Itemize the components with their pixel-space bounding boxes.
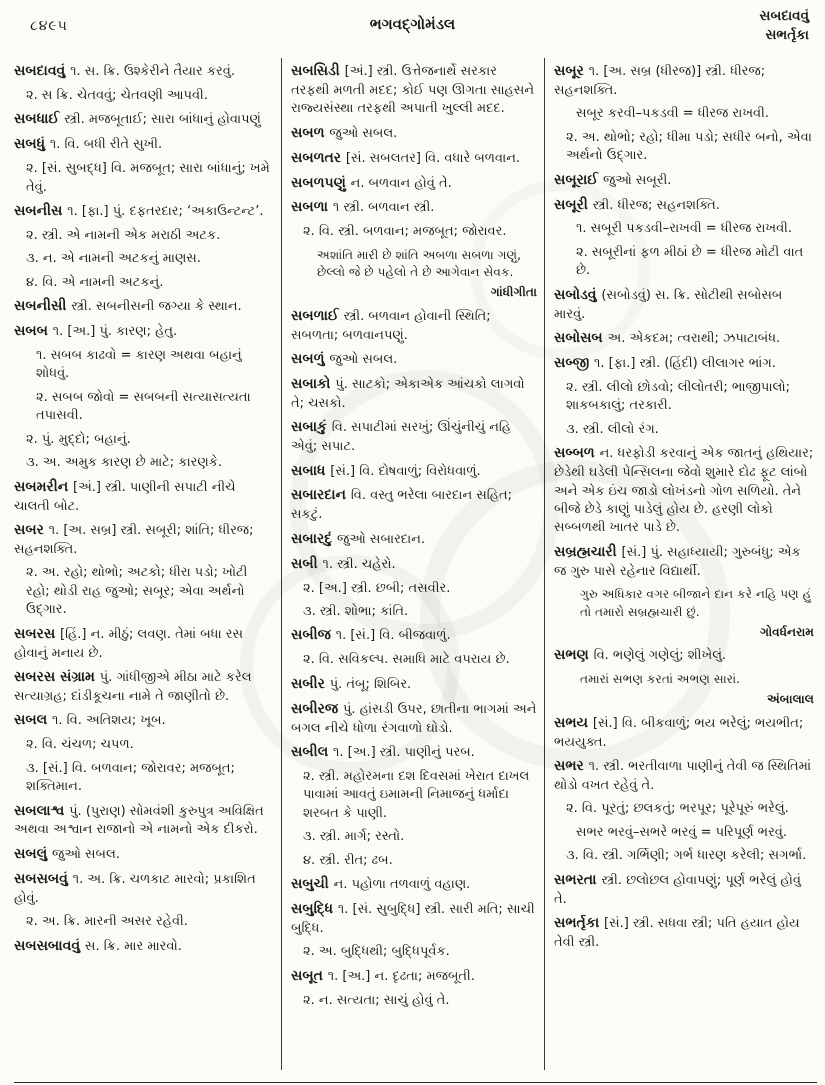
entry-headword: સબદાવવું	[14, 63, 71, 79]
dictionary-entry: સબળતર [સં. સબલતર] વિ. વધારે બળવાન.	[291, 149, 521, 166]
dictionary-entry: સબ્જી ૧. [ફા.] સ્ત્રી. (હિંદી) લીલાગર ભાંગ.	[554, 355, 776, 371]
entry-headword: સભરતા	[554, 871, 602, 888]
entry-sense: ૨. પું. મુદ્દો; બહાનું.	[26, 431, 131, 447]
entry-sense: ૨. સ્ત્રી. મહોરમના દશ દિવસમાં ખેરાત દાખલ પાવામાં આવતું ઇમામની નિમાજનું ધર્માદા શરબત કે પાણી.	[303, 768, 530, 821]
guide-words	[760, 7, 809, 45]
dictionary-entry: સબળપણું ન. બળવાન હોવું તે.	[291, 174, 452, 191]
entry-headword: સબળાઈ	[291, 307, 344, 324]
entry-headword: સભણ	[554, 647, 594, 664]
dictionary-entry: સબલ ૧. વિ. અતિશય; ખૂબ.	[14, 712, 166, 729]
entry-headword: સબી	[291, 555, 323, 572]
column-2	[281, 58, 544, 1070]
entry-headword: સબધું	[14, 136, 50, 153]
guide-word-bottom: સભર્તૃકા	[765, 26, 809, 43]
entry-headword: સબનીસી	[14, 298, 72, 315]
dictionary-entry: સબીર પું. તંબૂ; શિબિર.	[291, 675, 412, 692]
dictionary-entry: સબીલ ૧. [અ.] સ્ત્રી. પાણીનું પરબ.	[291, 743, 475, 760]
entry-headword: સબીજ	[291, 627, 336, 644]
entry-sense: ૩. સ્ત્રી. શોભા; કાંતિ.	[303, 603, 409, 619]
entry-headword: સબધાઈ	[14, 111, 65, 128]
entry-idiom: સબૂર કરવી–પકડવી = ધીરજ રાખવી.	[576, 106, 769, 122]
entry-headword: સબસિડી	[291, 63, 345, 79]
entry-idiom: ૨. સબૂરીનાં ફળ મીઠાં છે = ધીરજ મોટી વાત છે.	[576, 244, 804, 279]
entry-headword: સબલાશ્વ	[14, 802, 70, 819]
dictionary-entry: સભર ૧. સ્ત્રી. ભરતીવાળા પાણીનું તેવી જ સ્થિતિમાં થોડો વખત રહેવું તે.	[554, 758, 812, 793]
dictionary-entry: સબારદાન વિ. વસ્તુ ભરેલા બારદાન સહિત; સકટું.	[291, 487, 512, 523]
dictionary-entry: સબીજ ૧. [સં.] વિ. બીજવાળું.	[291, 627, 451, 644]
dictionary-entry: સબાધ [સં.] વિ. દોષવાળું; વિરોધવાળું.	[291, 462, 481, 479]
entry-quote: તમારાં સભણ કરતાં અભણ સારાં.	[580, 672, 740, 687]
entry-sense: ૨. [સં. સુબદ્ધ] વિ. મજબૂત; સારા બાંધાનું; ખમે તેવું.	[26, 161, 270, 195]
dictionary-entry: સબરસ [હિં.] ન. મીઠું; લવણ. તેમાં બધા રસ હોવાનું મનાય છે.	[14, 625, 244, 661]
dictionary-entry: સબળું જુઓ સબલ.	[291, 351, 398, 368]
entry-headword: સબૂર	[554, 63, 589, 79]
dictionary-entry: સભણ વિ. ભણેલું ગણેલું; શીખેલું.	[554, 647, 727, 664]
entry-idiom: ૨. સબબ જોવો = સબબની સત્યાસત્યતા તપાસવી.	[36, 389, 251, 424]
entry-sense: ૨. વિ. ચંચળ; ચપળ.	[26, 737, 134, 753]
entry-headword: સબલ	[14, 712, 53, 729]
entry-sense: ૨. સ ક્રિ. ચેતવવું; ચેતવણી આપવી.	[26, 87, 208, 103]
dictionary-entry: સબળા ૧ સ્ત્રી. બળવાન સ્ત્રી.	[291, 199, 435, 216]
dictionary-entry: સબૂરાઈ જુઓ સબૂરી.	[554, 171, 672, 188]
entry-headword: સબળતર	[291, 149, 346, 166]
dictionary-entry: સબોસબ અ. એકદમ; ત્વરાથી; ઝપાટાબંધ.	[554, 330, 781, 347]
dictionary-entry: સબસિડી [અં.] સ્ત્રી. ઉત્તેજનાર્થે સરકાર તરફથી મળતી મદદ; કોઈ પણ ઊગતા સાહસને રાજ્યસંસ્થા તરફથી અપાતી ખુલ્લી મદદ.	[291, 63, 534, 117]
entry-sense: ૪. વિ. એ નામની અટકનું.	[26, 274, 164, 290]
page-title: ભગવદ્ગોમંડલ	[369, 15, 456, 33]
entry-headword: સબાધ	[291, 462, 331, 479]
entry-headword: સબૂરી	[554, 196, 593, 213]
entry-sense: ૪. સ્ત્રી. રીત; ઢબ.	[303, 852, 393, 868]
entry-attrib: અંબાલાલ	[766, 692, 814, 707]
dictionary-entry: સબળાઈ સ્ત્રી. બળવાન હોવાની સ્થિતિ; સબળતા; બળવાનપણું.	[291, 307, 491, 343]
entry-headword: સબ્રહ્મચારી	[554, 543, 622, 560]
entry-headword: સબરસ સંગ્રામ	[14, 669, 100, 686]
entry-headword: સબ્જી	[554, 355, 595, 371]
entry-headword: સબળું	[291, 351, 330, 368]
entry-headword: સબાકું	[291, 419, 332, 436]
entry-sense: ૩. સ્ત્રી. લીલો રંગ.	[566, 421, 659, 437]
entry-sense: ૨. અ. થોભો; રહો; ધીમા પડો; સધીર બનો, એવા અર્થનો ઉદ્ગાર.	[566, 129, 812, 164]
dictionary-entry: સભય [સં.] વિ. બીકવાળું; ભય ભરેલું; ભયભીત; ભયયુક્ત.	[554, 714, 804, 750]
entry-headword: સબનીસ	[14, 202, 68, 219]
entry-attrib: ગાંધીગીતા	[490, 285, 537, 300]
entry-sense: ૨. સ્ત્રી. એ નામની એક મરાઠી અટક.	[26, 227, 221, 243]
guide-word-top: સબદાવવું	[759, 8, 809, 24]
dictionary-entry: સબુચી ન. પહોળા તળવાળું વહાણ.	[291, 876, 471, 893]
entry-sense: ૨. સ્ત્રી. લીલો છોડવો; લીલોતરી; ભાજીપાલો; શાકબકાલું; તરકારી.	[566, 379, 791, 414]
entry-headword: સબીલ	[291, 743, 334, 760]
dictionary-entry: સભર્તૃકા [સં.] સ્ત્રી. સધવા સ્ત્રી; પતિ હયાત હોય તેવી સ્ત્રી.	[554, 915, 800, 950]
entry-idiom: ૧. સબબ કાઢવો = કારણ અથવા બહાનું શોધવું.	[36, 347, 242, 382]
bottom-rule	[14, 1082, 817, 1083]
entry-headword: સબૂત	[291, 967, 328, 984]
page-number: ૮૪૯૫	[30, 18, 68, 34]
dictionary-entry: સબાકું વિ. સપાટીમાં સરખું; ઊંચુંનીચું નહિ એવું; સપાટ.	[291, 419, 512, 455]
dictionary-entry: સબૂરી સ્ત્રી. ધીરજ; સહનશક્તિ.	[554, 196, 720, 213]
dictionary-entry: સબૂર ૧. [અ. સબ્ર (ધીરજ)] સ્ત્રી. ધીરજ; સહનશક્તિ.	[554, 63, 766, 98]
entry-sense: ૨. વિ. પૂરતું; છલકતું; ભરપૂર; પૂરેપૂરું ભરેલું.	[566, 801, 789, 817]
dictionary-entry: સભરતા સ્ત્રી. છલોછલ હોવાપણું; પૂર્ણ ભરેલું હોવું તે.	[554, 871, 801, 907]
dictionary-entry: સબળ જુઓ સબલ.	[291, 124, 398, 141]
entry-headword: સબોડવું	[554, 286, 602, 303]
entry-sense: ૨. અ. બુદ્ધિથી; બુદ્ધિપૂર્વક.	[303, 944, 450, 960]
entry-headword: સબારદું	[291, 530, 337, 547]
entry-headword: સભર	[554, 758, 589, 775]
dictionary-entry: સબદાવવું ૧. સ. ક્રિ. ઉશ્કેરીને તૈયાર કરવું.	[14, 63, 235, 79]
entry-sense: ૨. વિ. સ્ત્રી. બળવાન; મજબૂત; જોરાવર.	[303, 224, 507, 240]
dictionary-entry: સબબ ૧. [અ.] પું. કારણ; હેતુ.	[14, 323, 178, 340]
entry-headword: સબમરીન	[14, 478, 74, 495]
dictionary-entry: સબધું ૧. વિ. બધી રીતે સુખી.	[14, 136, 163, 153]
entry-headword: સબુચી	[291, 876, 334, 893]
entry-sense: ૨. અ. ક્રિ. મારની અસર રહેવી.	[26, 914, 188, 930]
entry-sense: ૩. [સં.] વિ. બળવાન; જોરાવર; મજબૂત; શક્તિમાન.	[26, 760, 235, 795]
entry-headword: સબરસ	[14, 625, 61, 642]
dictionary-entry: સબ્બળ ન. ધરફોડી કરવાનું એક જાતનું હથિયાર; છેડેથી ઘડેલી પેન્સિલના જેવો શુમારે દોઢ ફૂટ લાંબો અને એક ઇંચ જાડો લોખંડનો ગોળ સળિયો. તેને બીજે છેડે કાણું પાડેલું હોય છે. હરણી લોકો સબ્બળથી ખાતર પાડે છે.	[554, 445, 814, 536]
entry-headword: સબસબવું	[14, 870, 73, 887]
dictionary-entry: સબૂત ૧. [અ.] ન. દૃઢતા; મજબૂતી.	[291, 967, 475, 984]
entry-idiom: સભર ભરવું–સભરે ભરવું = પરિપૂર્ણ ભરવું.	[576, 824, 788, 840]
entry-sense: ૨. ન. સત્યતા; સાચું હોવું તે.	[303, 992, 450, 1008]
entry-headword: સબુદ્ધિ	[291, 900, 338, 917]
dictionary-entry: સબીરજ પું. હાંસડી ઉપર, છાતીના ભાગમાં અને બગલ નીચે ધોળા રંગવાળો ઘોડો.	[291, 700, 537, 736]
entry-headword: સબળ	[291, 124, 330, 141]
entry-headword: સબસબાવવું	[14, 937, 85, 954]
dictionary-entry: સબસબવું ૧. અ. ક્રિ. ચળકાટ મારવો; પ્રકાશિત હોવું.	[14, 870, 256, 906]
column-3	[544, 58, 816, 1070]
entry-quote: અશાંતિ મારી છે શાંતિ અબળા સબળા ગણું, છેલ્લો જે છે પહેલો તે છે આગેવાન સેવક.	[317, 247, 522, 280]
entry-headword: સબૂરાઈ	[554, 171, 603, 188]
dictionary-entry: સબમરીન [અં.] સ્ત્રી. પાણીની સપાટી નીચે ચાલતી બોટ.	[14, 478, 236, 514]
entry-idiom: ૧. સબૂરી પકડવી–રાખવી = ધીરજ રાખવી.	[576, 221, 793, 237]
page-header	[0, 0, 825, 58]
entry-headword: સબોસબ	[554, 330, 608, 347]
dictionary-entry: સબી ૧. સ્ત્રી. ચહેરો.	[291, 555, 396, 572]
entry-headword: સભર્તૃકા	[554, 915, 605, 932]
entry-headword: સબબ	[14, 323, 53, 340]
dictionary-entry: સબ્રહ્મચારી [સં.] પું. સહાધ્યાયી; ગુરુબંધુ; એક જ ગુરુ પાસે રહેનાર વિદ્યાર્થી.	[554, 543, 801, 579]
entry-headword: સબીરજ	[291, 700, 343, 717]
entry-quote: ગુરુ અધિકાર વગર બીજાને દાન કરે નહિ પણ હું તો તમારો સબ્રહ્મચારી છું.	[580, 587, 812, 619]
dictionary-entry: સબસબાવવું સ. ક્રિ. માર મારવો.	[14, 937, 182, 954]
entry-sense: ૨. વિ. સવિકલ્પ. સમાધિ માટે વપરાય છે.	[303, 652, 510, 668]
entry-sense: ૩. ન. એ નામની અટકનું માણસ.	[26, 251, 201, 267]
dictionary-entry: સબોડવું (સબોડવું) સ. ક્રિ. સોટીથી સબોસબ મારવું.	[554, 286, 783, 322]
entry-attrib: ગોવર્ધનરામ	[760, 624, 814, 639]
entry-sense: ૨. [અ.] સ્ત્રી. છબી; તસવીર.	[303, 580, 451, 596]
column-1	[14, 58, 281, 1070]
entry-sense: ૨. અ. રહો; થોભો; અટકો; ધીરા પડો; ખોટી રહો; થોડી રાહ જુઓ; સબૂર; એવા અર્થનો ઉદ્ગાર.	[26, 565, 248, 618]
dictionary-entry: સબધાઈ સ્ત્રી. મજબૂતાઈ; સારા બાંધાનું હોવાપણું	[14, 111, 261, 128]
dictionary-entry: સબનીસી સ્ત્રી. સબનીસની જગ્યા કે સ્થાન.	[14, 298, 242, 315]
entry-sense: ૩. અ. અમુક કારણ છે માટે; કારણકે.	[26, 455, 223, 471]
entry-headword: સબાકો	[291, 375, 336, 392]
entry-headword: સબ્બળ	[554, 445, 600, 462]
dictionary-entry: સબલાશ્વ પું. (પુરાણ) સોમવંશી કુરુપુત્ર અવિક્ષિત અથવા અશ્વાન રાજાનો એ નામનો એક દીકરો.	[14, 802, 264, 838]
dictionary-entry: સબરસ સંગ્રામ પું. ગાંધીજીએ મીઠા માટે કરેલ સત્યાગ્રહ; દાંડીકૂચના નામે તે જાણીતો છે.	[14, 669, 252, 704]
dictionary-entry: સબલું જુઓ સબલ.	[14, 845, 120, 862]
entry-headword: સબળપણું	[291, 174, 351, 191]
dictionary-entry: સબારદું જુઓ સબારદાન.	[291, 530, 426, 547]
dictionary-entry: સબનીસ ૧. [ફા.] પું. દફતરદાર; ‘અકાઉન્ટન્ટ’.	[14, 202, 264, 219]
entry-sense: ૩. વિ. સ્ત્રી. ગર્ભિણી; ગર્ભ ધારણ કરેલી; સગર્ભા.	[566, 848, 807, 864]
dictionary-entry: સબાકો પું. સાટકો; એકાએક આંચકો લાગવો તે; ચસકો.	[291, 375, 525, 411]
entry-headword: સબારદાન	[291, 487, 351, 504]
entry-headword: સબળા	[291, 199, 333, 216]
entry-sense: ૩. સ્ત્રી. માર્ગ; રસ્તો.	[303, 829, 405, 845]
entry-headword: સભય	[554, 714, 593, 731]
dictionary-entry: સબુદ્ધિ ૧. [સં. સુબુદ્ધિ] સ્ત્રી. સારી મતિ; સાચી બુદ્ધિ.	[291, 900, 535, 936]
entry-headword: સબીર	[291, 675, 330, 692]
entry-headword: સબર	[14, 522, 49, 539]
entry-headword: સબલું	[14, 845, 53, 862]
dictionary-entry: સબર ૧. [અ. સબ્ર] સ્ત્રી. સબૂરી; શાંતિ; ધીરજ; સહનશક્તિ.	[14, 522, 254, 557]
columns-container	[0, 58, 825, 1070]
